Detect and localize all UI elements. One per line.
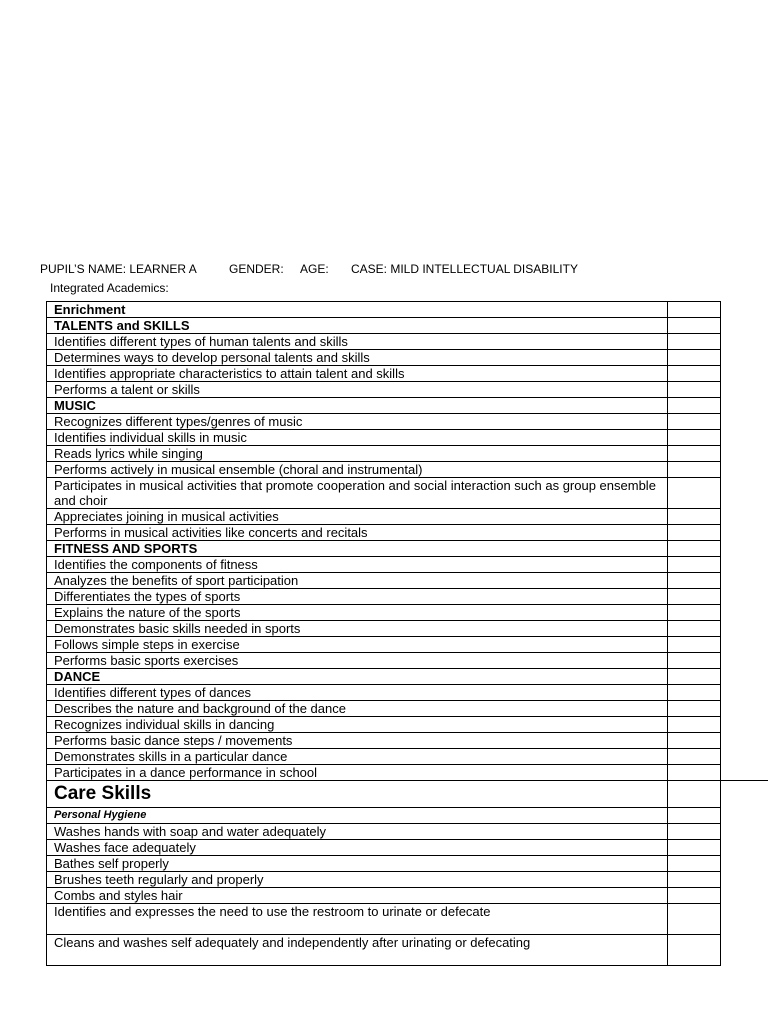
rating-cell[interactable]	[668, 685, 721, 701]
rating-cell[interactable]	[668, 462, 721, 478]
checklist-row	[47, 318, 721, 334]
checklist-row	[47, 717, 721, 733]
checklist-row	[47, 334, 721, 350]
skill-item-label: Bathes self properly	[47, 856, 668, 872]
checklist-row	[47, 935, 721, 966]
checklist-row	[47, 685, 721, 701]
checklist-row	[47, 573, 721, 589]
rating-cell[interactable]	[668, 446, 721, 462]
checklist-row	[47, 824, 721, 840]
skill-item-label: Identifies different types of dances	[47, 685, 668, 701]
case-field: CASE: MILD INTELLECTUAL DISABILITY	[351, 262, 578, 276]
rating-cell[interactable]	[668, 781, 721, 808]
skill-item-label: Explains the nature of the sports	[47, 605, 668, 621]
skill-item-label: Participates in a dance performance in school	[47, 765, 668, 781]
rating-cell[interactable]	[668, 653, 721, 669]
divider-line	[721, 780, 768, 781]
skill-item-label: Participates in musical activities that promote cooperation and social interaction such as group ensemble and choir	[47, 478, 668, 509]
skill-item-label: Cleans and washes self adequately and independently after urinating or defecating	[47, 935, 668, 966]
skill-item-label: Recognizes different types/genres of music	[47, 414, 668, 430]
checklist-row	[47, 637, 721, 653]
rating-cell[interactable]	[668, 334, 721, 350]
category-label: MUSIC	[47, 398, 668, 414]
rating-cell[interactable]	[668, 701, 721, 717]
skill-item-label: Appreciates joining in musical activities	[47, 509, 668, 525]
rating-cell[interactable]	[668, 525, 721, 541]
checklist-row	[47, 589, 721, 605]
checklist-row	[47, 350, 721, 366]
rating-cell[interactable]	[668, 302, 721, 318]
checklist-row	[47, 701, 721, 717]
skill-item-label: Identifies different types of human talents and skills	[47, 334, 668, 350]
skill-item-label: Brushes teeth regularly and properly	[47, 872, 668, 888]
checklist-row	[47, 904, 721, 935]
skill-item-label: Performs in musical activities like concerts and recitals	[47, 525, 668, 541]
checklist-row	[47, 462, 721, 478]
rating-cell[interactable]	[668, 824, 721, 840]
checklist-row	[47, 621, 721, 637]
checklist-row	[47, 605, 721, 621]
checklist-row	[47, 382, 721, 398]
rating-cell[interactable]	[668, 888, 721, 904]
section-subheading: Integrated Academics:	[50, 281, 169, 295]
checklist-row	[47, 856, 721, 872]
rating-cell[interactable]	[668, 382, 721, 398]
rating-cell[interactable]	[668, 840, 721, 856]
category-label: TALENTS and SKILLS	[47, 318, 668, 334]
skill-item-label: Performs basic dance steps / movements	[47, 733, 668, 749]
rating-cell[interactable]	[668, 557, 721, 573]
rating-cell[interactable]	[668, 573, 721, 589]
skill-item-label: Washes hands with soap and water adequately	[47, 824, 668, 840]
checklist-row	[47, 557, 721, 573]
rating-cell[interactable]	[668, 605, 721, 621]
skill-item-label: Identifies individual skills in music	[47, 430, 668, 446]
rating-cell[interactable]	[668, 509, 721, 525]
rating-cell[interactable]	[668, 589, 721, 605]
checklist-row	[47, 781, 721, 808]
rating-cell[interactable]	[668, 366, 721, 382]
checklist-row	[47, 478, 721, 509]
checklist-row	[47, 398, 721, 414]
checklist-row	[47, 653, 721, 669]
rating-cell[interactable]	[668, 935, 721, 966]
skills-checklist-body	[47, 302, 721, 966]
checklist-row	[47, 541, 721, 557]
checklist-row	[47, 840, 721, 856]
category-label: Care Skills	[47, 781, 668, 808]
skill-item-label: Identifies the components of fitness	[47, 557, 668, 573]
rating-cell[interactable]	[668, 430, 721, 446]
age-field: AGE:	[300, 262, 329, 276]
checklist-row	[47, 669, 721, 685]
rating-cell[interactable]	[668, 414, 721, 430]
skill-item-label: Performs basic sports exercises	[47, 653, 668, 669]
rating-cell[interactable]	[668, 478, 721, 509]
rating-cell[interactable]	[668, 733, 721, 749]
checklist-row	[47, 733, 721, 749]
skill-item-label: Reads lyrics while singing	[47, 446, 668, 462]
checklist-row	[47, 430, 721, 446]
skill-item-label: Follows simple steps in exercise	[47, 637, 668, 653]
skill-item-label: Identifies appropriate characteristics to attain talent and skills	[47, 366, 668, 382]
skill-item-label: Demonstrates skills in a particular dance	[47, 749, 668, 765]
rating-cell[interactable]	[668, 872, 721, 888]
skill-item-label: Performs actively in musical ensemble (choral and instrumental)	[47, 462, 668, 478]
checklist-row	[47, 808, 721, 824]
rating-cell[interactable]	[668, 637, 721, 653]
skill-item-label: Recognizes individual skills in dancing	[47, 717, 668, 733]
rating-cell[interactable]	[668, 717, 721, 733]
skill-item-label: Identifies and expresses the need to use the restroom to urinate or defecate	[47, 904, 668, 935]
skill-item-label: Demonstrates basic skills needed in sports	[47, 621, 668, 637]
skill-item-label: Differentiates the types of sports	[47, 589, 668, 605]
rating-cell[interactable]	[668, 808, 721, 824]
rating-cell[interactable]	[668, 318, 721, 334]
checklist-row	[47, 888, 721, 904]
skill-item-label: Combs and styles hair	[47, 888, 668, 904]
checklist-row	[47, 414, 721, 430]
category-label: DANCE	[47, 669, 668, 685]
rating-cell[interactable]	[668, 856, 721, 872]
rating-cell[interactable]	[668, 541, 721, 557]
rating-cell[interactable]	[668, 350, 721, 366]
skill-item-label: Washes face adequately	[47, 840, 668, 856]
rating-cell[interactable]	[668, 398, 721, 414]
category-label: FITNESS AND SPORTS	[47, 541, 668, 557]
checklist-row	[47, 366, 721, 382]
rating-cell[interactable]	[668, 749, 721, 765]
checklist-row	[47, 872, 721, 888]
rating-cell[interactable]	[668, 621, 721, 637]
rating-cell[interactable]	[668, 765, 721, 781]
rating-cell[interactable]	[668, 669, 721, 685]
checklist-row	[47, 302, 721, 318]
pupil-name-field: PUPIL’S NAME: LEARNER A	[40, 262, 197, 276]
rating-cell[interactable]	[668, 904, 721, 935]
skill-item-label: Performs a talent or skills	[47, 382, 668, 398]
skill-item-label: Describes the nature and background of the dance	[47, 701, 668, 717]
checklist-row	[47, 765, 721, 781]
skills-checklist-table	[46, 301, 721, 966]
checklist-row	[47, 509, 721, 525]
skill-item-label: Determines ways to develop personal talents and skills	[47, 350, 668, 366]
checklist-row	[47, 525, 721, 541]
checklist-row	[47, 749, 721, 765]
category-label: Personal Hygiene	[47, 808, 668, 824]
category-label: Enrichment	[47, 302, 668, 318]
skill-item-label: Analyzes the benefits of sport participation	[47, 573, 668, 589]
gender-field: GENDER:	[229, 262, 284, 276]
checklist-row	[47, 446, 721, 462]
